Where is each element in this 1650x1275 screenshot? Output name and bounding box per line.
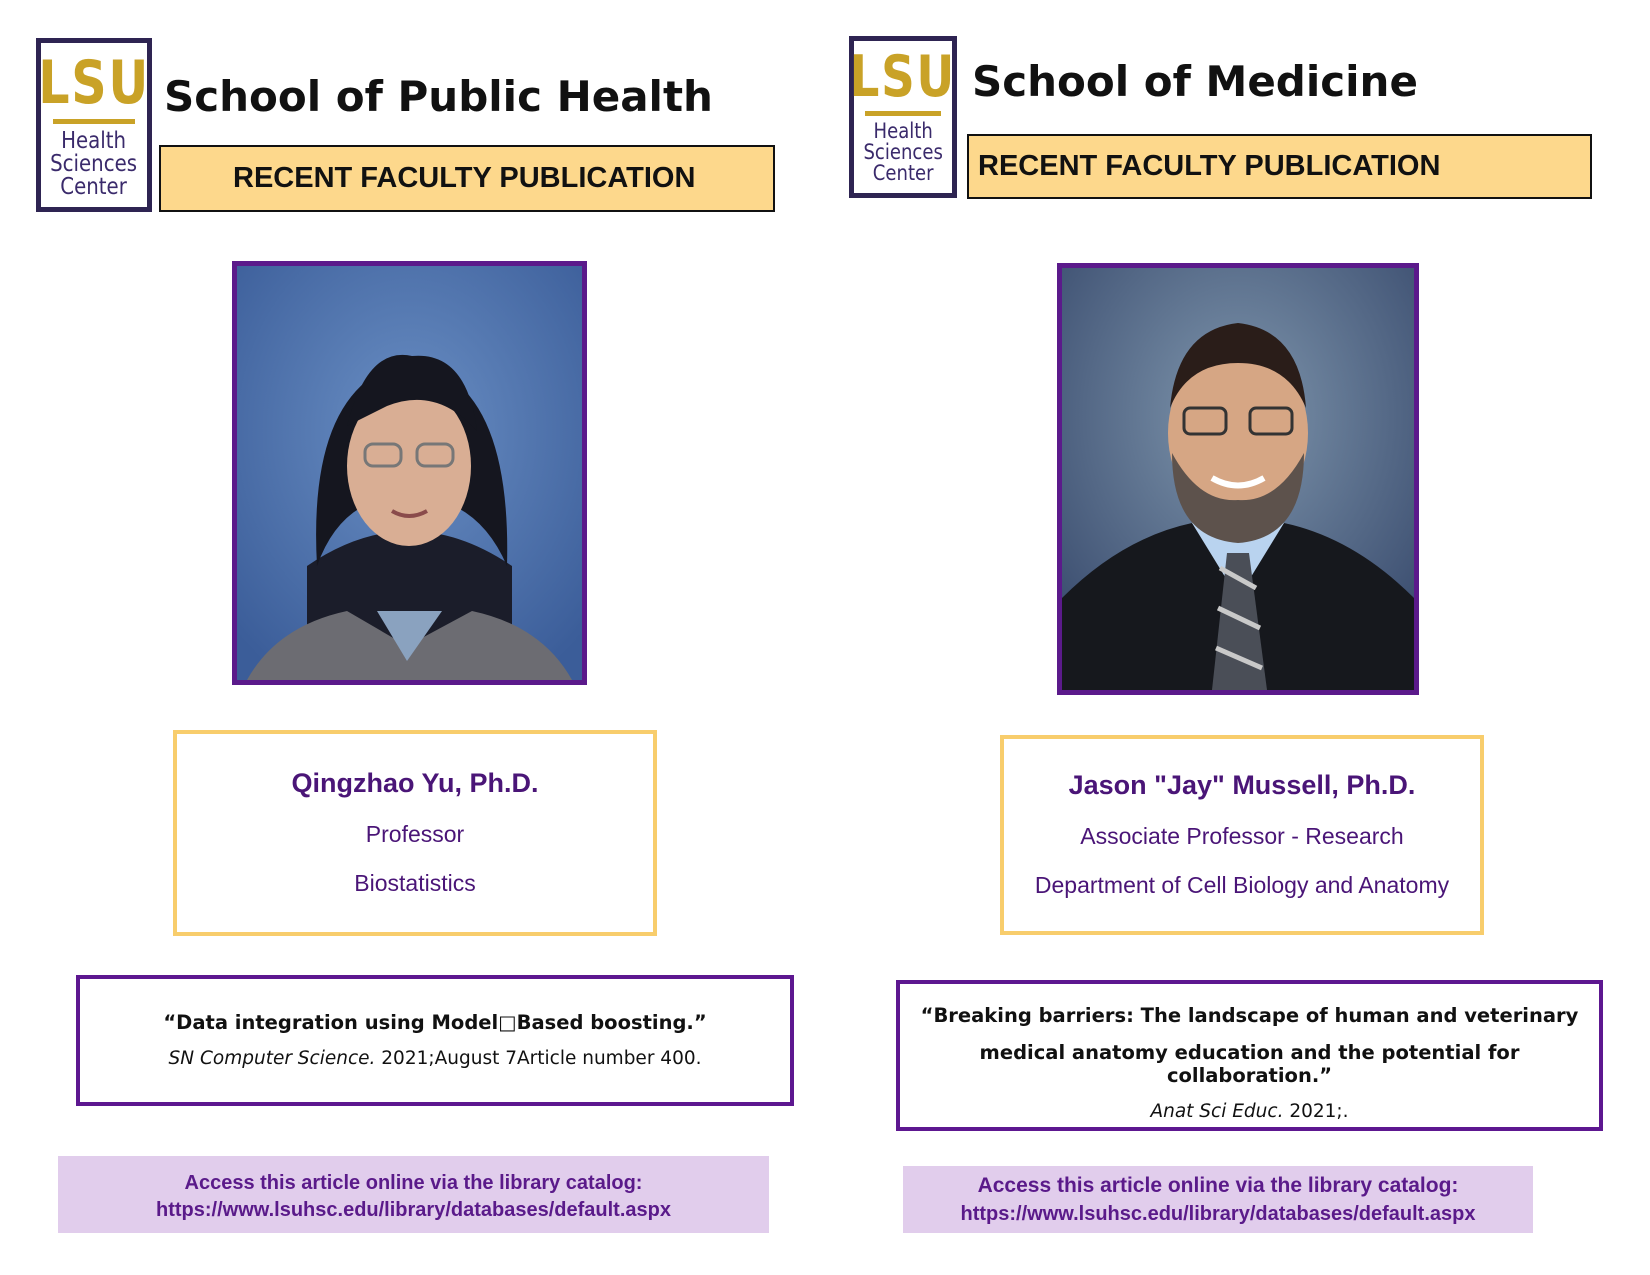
citation-journal: Anat Sci Educ. (1150, 1101, 1284, 1122)
citation-reference (900, 1101, 1599, 1122)
citation-details: 2021;. (1283, 1101, 1349, 1122)
lsu-logo-right (849, 36, 957, 198)
faculty-title: Associate Professor - Research (1080, 823, 1404, 849)
citation-box-left (76, 975, 794, 1106)
logo-bar (53, 119, 135, 124)
publication-banner-left: RECENT FACULTY PUBLICATION (159, 145, 775, 212)
citation-title: “Data integration using Model□Based boosting.” (163, 1011, 707, 1034)
logo-mark: LSU (38, 48, 150, 118)
logo-line-1: Health (61, 128, 127, 154)
access-box-right (903, 1166, 1533, 1233)
faculty-name: Qingzhao Yu, Ph.D. (291, 768, 539, 798)
access-box-left (58, 1156, 769, 1233)
lsu-logo-left (36, 38, 152, 212)
faculty-info-right (1000, 735, 1484, 935)
logo-bar (865, 111, 941, 116)
citation-title-line-2: medical anatomy education and the potential for collaboration.” (979, 1041, 1520, 1087)
logo-mark: LSU (849, 44, 957, 110)
faculty-info-left (173, 730, 657, 936)
access-label: Access this article online via the library catalog: (184, 1172, 643, 1194)
citation-details: 2021;August 7Article number 400. (375, 1048, 702, 1069)
citation-box-right (896, 980, 1603, 1131)
citation-reference (80, 1048, 790, 1069)
logo-line-1: Health (873, 119, 933, 143)
publication-banner-right: RECENT FACULTY PUBLICATION (967, 134, 1592, 199)
citation-journal: SN Computer Science. (168, 1048, 376, 1069)
library-link[interactable]: https://www.lsuhsc.edu/library/databases/default.aspx (156, 1199, 671, 1221)
faculty-department: Biostatistics (354, 870, 476, 896)
logo-line-2: Sciences (863, 140, 943, 164)
portrait-icon (1062, 268, 1414, 690)
access-label: Access this article online via the library catalog: (977, 1174, 1459, 1197)
logo-line-3: Center (60, 174, 128, 200)
logo-line-3: Center (872, 161, 934, 185)
logo-text (51, 130, 138, 199)
faculty-department: Department of Cell Biology and Anatomy (1034, 872, 1450, 898)
faculty-name: Jason "Jay" Mussell, Ph.D. (1068, 770, 1416, 800)
portrait-icon (237, 266, 582, 680)
citation-title-line-1: “Breaking barriers: The landscape of human and veterinary (920, 1004, 1579, 1027)
school-title-left: School of Public Health (164, 72, 713, 121)
logo-line-2: Sciences (50, 151, 138, 177)
faculty-title: Professor (365, 821, 465, 847)
school-title-right: School of Medicine (972, 57, 1418, 106)
faculty-photo-left (232, 261, 587, 685)
library-link[interactable]: https://www.lsuhsc.edu/library/databases/default.aspx (960, 1203, 1476, 1225)
faculty-photo-right (1057, 263, 1419, 695)
logo-text (863, 121, 942, 184)
